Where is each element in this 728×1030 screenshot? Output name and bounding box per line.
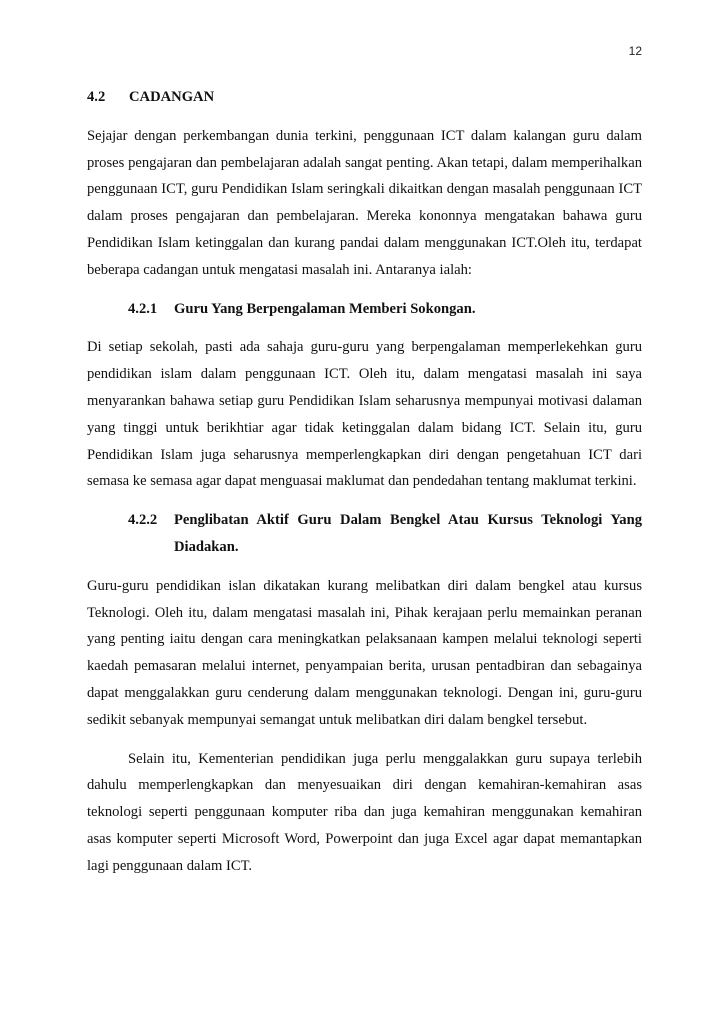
page-content — [87, 84, 642, 880]
subsection-1-paragraph: Di setiap sekolah, pasti ada sahaja guru-guru yang berpengalaman memperlekehkan guru pendidikan islam dalam penggunaan ICT. Oleh itu, dalam mengatasi masalah ini saya menyarankan bahawa setiap guru Pendidikan Islam seharusnya mempunyai motivasi dalaman yang tinggi untuk berikhtiar agar tidak ketinggalan dalam bidang ICT. Selain itu, guru Pendidikan Islam juga seharusnya memperlengkapkan diri dengan pengetahuan ICT dari semasa ke semasa agar dapat menguasai maklumat dan pendedahan tentang maklumat terkini. — [87, 339, 642, 490]
section-number: 4.2 — [87, 89, 106, 105]
subsection-heading-1 — [87, 296, 642, 323]
subsection-number: 4.2.1 — [128, 300, 158, 317]
section-heading — [87, 84, 642, 111]
subsection-title: Penglibatan Aktif Guru Dalam Bengkel Atau Kursus Teknologi Yang Diadakan. — [174, 512, 642, 555]
subsection-title: Guru Yang Berpengalaman Memberi Sokongan. — [174, 300, 476, 317]
subsection-2-paragraph-2: Selain itu, Kementerian pendidikan juga perlu menggalakkan guru supaya terlebih dahulu memperlengkapkan dan menyesuaikan diri dengan kemahiran-kemahiran asas teknologi seperti penggunaan komputer riba dan juga kemahiran menggunakan kemahiran asas komputer seperti Microsoft Word, Powerpoint dan juga Excel agar dapat memantapkan lagi penggunaan dalam ICT. — [87, 750, 642, 874]
subsection-number: 4.2.2 — [128, 512, 158, 529]
section-title: CADANGAN — [129, 89, 215, 105]
intro-paragraph: Sejajar dengan perkembangan dunia terkini, penggunaan ICT dalam kalangan guru dalam proses pengajaran dan pembelajaran adalah sangat penting. Akan tetapi, dalam memperihalkan penggunaan ICT, guru Pendidikan Islam seringkali dikaitkan dengan masalah penggunaan ICT dalam proses pengajaran dan pembelajaran. Mereka kononnya mengatakan bahawa guru Pendidikan Islam ketinggalan dan kurang pandai dalam menggunakan ICT.Oleh itu, terdapat beberapa cadangan untuk mengatasi masalah ini. Antaranya ialah: — [87, 127, 642, 278]
subsection-2-paragraph-1: Guru-guru pendidikan islan dikatakan kurang melibatkan diri dalam bengkel atau kursus Teknologi. Oleh itu, dalam mengatasi masalah ini, Pihak kerajaan perlu memainkan peranan yang penting iaitu dengan cara meningkatkan pelaksanaan kampen melalui teknologi seperti kaedah pemasaran melalui internet, penyampaian berita, urusan pentadbiran dan sebagainya dapat menggalakkan guru cenderung dalam menggunakan teknologi. Dengan ini, guru-guru sedikit sebanyak mempunyai semangat untuk melibatkan diri dalam bengkel tersebut. — [87, 577, 642, 728]
page-number: 12 — [628, 44, 642, 58]
subsection-heading-2 — [87, 507, 642, 561]
